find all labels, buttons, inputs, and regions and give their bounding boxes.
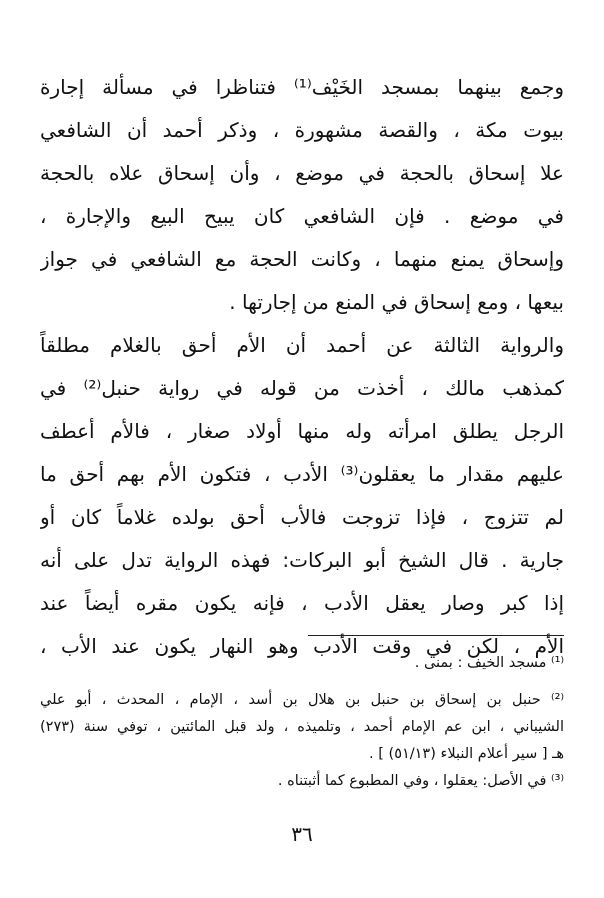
body-line-14: الأم ، لكن في وقت الأدب وهو النهار يكون عند الأب ، (40, 634, 564, 658)
body-line-7: والرواية الثالثة عن أحمد أن الأم أحق بالغلام مطلقاً (40, 333, 564, 357)
body-line-2: بيوت مكة ، والقصة مشهورة ، وذكر أحمد أن الشافعي (40, 118, 564, 142)
body-line-1: وجمع بينهما بمسجد الخَيْف⁽¹⁾ فتناظرا في مسألة إجارة (40, 75, 564, 99)
footnote-2-line-3: هـ [ سير أعلام النبلاء (٥١/١٣) ] . (369, 746, 564, 762)
footnote-2-line-1: ⁽²⁾ حنبل بن إسحاق بن حنبل بن هلال بن أسد ، الإمام ، المحدث ، أبو علي (40, 692, 564, 708)
body-line-10: عليهم مقدار ما يعقلون⁽³⁾ الأدب ، فتكون الأم بهم أحق ما (40, 462, 564, 486)
body-line-3: علا إسحاق بالحجة في موضع ، وأن إسحاق علاه بالحجة (40, 161, 564, 185)
body-line-4: في موضع . فإن الشافعي كان يبيح البيع والإجارة ، (40, 204, 564, 228)
footnote-1: ⁽¹⁾ مسجد الخيف : بمنى . (414, 655, 564, 671)
footnote-2-line-2: الشيباني ، ابن عم الإمام أحمد ، وتلميذه ، ولد قبل المائتين ، توفي سنة (٢٧٣) (40, 719, 564, 735)
page-number: ٣٦ (291, 822, 313, 846)
footnote-3: ⁽³⁾ في الأصل: يعقلوا ، وفي المطبوع كما أثبتناه . (277, 773, 564, 789)
body-line-12: جارية . قال الشيخ أبو البركات: فهذه الرواية تدل على أنه (40, 548, 564, 572)
footnotes-block (40, 650, 564, 795)
footnote-divider (308, 635, 564, 636)
body-line-6: بيعها ، ومع إسحاق في المنع من إجارتها . (229, 290, 564, 314)
body-line-11: لم تتزوج ، فإذا تزوجت فالأب أحق بولده غلاماً كان أو (40, 505, 564, 529)
body-line-8: كمذهب مالك ، أخذت من قوله في رواية حنبل⁽²⁾ في (40, 376, 564, 400)
body-line-5: وإسحاق يمنع منهما ، وكانت الحجة مع الشافعي في جواز (40, 247, 564, 271)
main-text-block (40, 66, 564, 668)
body-line-13: إذا كبر وصار يعقل الأدب ، فإنه يكون مقره أيضاً عند (40, 591, 564, 615)
body-line-9: الرجل يطلق امرأته وله منها أولاد صغار ، فالأم أعطف (40, 419, 564, 443)
